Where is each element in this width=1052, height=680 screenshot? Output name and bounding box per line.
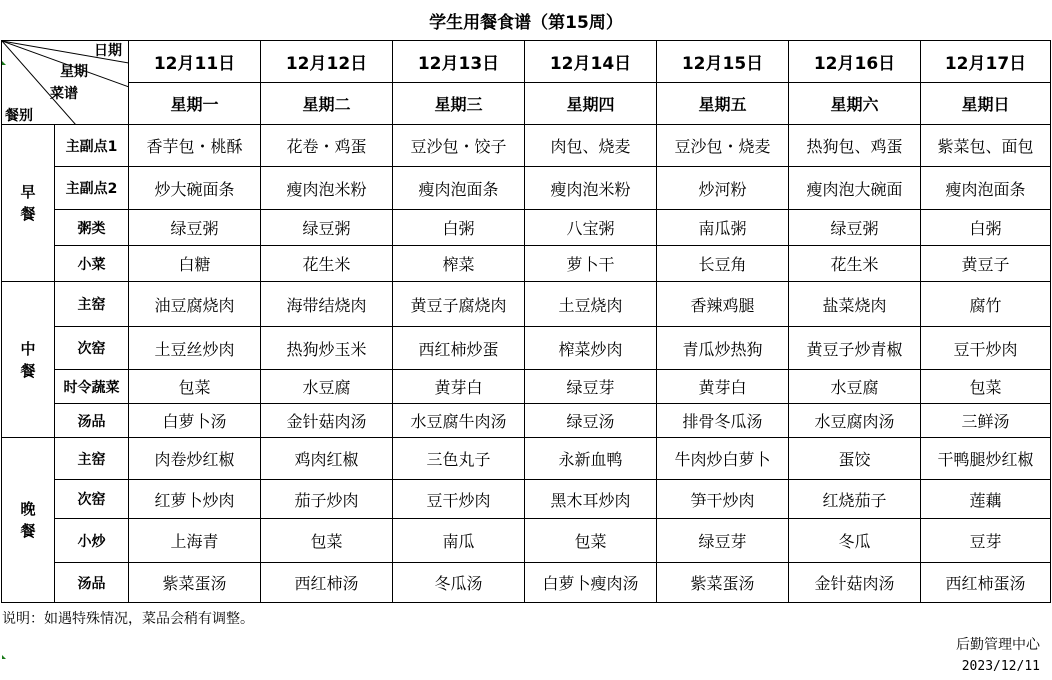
- table-row: [2, 327, 1051, 370]
- dish-cell: 香辣鸡腿: [657, 282, 789, 327]
- weekday-header-6: 星期六: [789, 83, 921, 125]
- dish-cell: 鸡肉红椒: [261, 438, 393, 480]
- dish-cell: 西红柿汤: [261, 563, 393, 603]
- table-row: [2, 563, 1051, 603]
- weekday-header-4: 星期四: [525, 83, 657, 125]
- weekday-header-3: 星期三: [393, 83, 525, 125]
- dish-category: 汤品: [55, 563, 129, 603]
- dish-cell: 白粥: [921, 210, 1051, 246]
- dish-category: 主窑: [55, 438, 129, 480]
- dish-cell: 绿豆粥: [129, 210, 261, 246]
- dish-category: 主副点2: [55, 167, 129, 210]
- dish-cell: 青瓜炒热狗: [657, 327, 789, 370]
- dish-cell: 肉卷炒红椒: [129, 438, 261, 480]
- dish-cell: 榨菜: [393, 246, 525, 282]
- weekday-header-1: 星期一: [129, 83, 261, 125]
- dish-cell: 黄芽白: [657, 370, 789, 404]
- dish-cell: 红烧茄子: [789, 480, 921, 519]
- page-title: 学生用餐食谱（第15周）: [429, 13, 623, 33]
- dish-cell: 豆干炒肉: [393, 480, 525, 519]
- footer-date: 2023/12/11: [961, 659, 1040, 674]
- dish-category: 主副点1: [55, 125, 129, 167]
- dish-cell: 水豆腐: [789, 370, 921, 404]
- dish-cell: 包菜: [129, 370, 261, 404]
- dish-cell: 瘦肉泡米粉: [525, 167, 657, 210]
- date-header-2: 12月12日: [261, 41, 393, 83]
- dish-category: 粥类: [55, 210, 129, 246]
- meal-label: 早 餐: [2, 125, 55, 282]
- dish-cell: 黑木耳炒肉: [525, 480, 657, 519]
- dish-cell: 南瓜: [393, 519, 525, 563]
- dish-cell: 三色丸子: [393, 438, 525, 480]
- dish-cell: 土豆丝炒肉: [129, 327, 261, 370]
- date-header-7: 12月17日: [921, 41, 1051, 83]
- weekday-header-2: 星期二: [261, 83, 393, 125]
- meal-label: 中 餐: [2, 282, 55, 438]
- dish-category: 主窑: [55, 282, 129, 327]
- dish-cell: 香芋包・桃酥: [129, 125, 261, 167]
- table-row: [2, 519, 1051, 563]
- table-row: [2, 438, 1051, 480]
- dish-cell: 包菜: [525, 519, 657, 563]
- footer-note: 说明：如遇特殊情况，菜品会稍有调整。: [2, 611, 254, 627]
- dish-cell: 绿豆汤: [525, 404, 657, 438]
- dish-cell: 豆干炒肉: [921, 327, 1051, 370]
- dish-category: 时令蔬菜: [55, 370, 129, 404]
- dish-cell: 热狗包、鸡蛋: [789, 125, 921, 167]
- dish-cell: 长豆角: [657, 246, 789, 282]
- dish-cell: 白萝卜汤: [129, 404, 261, 438]
- dish-cell: 八宝粥: [525, 210, 657, 246]
- dish-category: 小菜: [55, 246, 129, 282]
- dish-cell: 瘦肉泡面条: [393, 167, 525, 210]
- dish-cell: 绿豆芽: [525, 370, 657, 404]
- table-row: [2, 167, 1051, 210]
- table-row: [2, 404, 1051, 438]
- dish-cell: 黄豆子腐烧肉: [393, 282, 525, 327]
- dish-cell: 腐竹: [921, 282, 1051, 327]
- dish-cell: 白粥: [393, 210, 525, 246]
- dish-cell: 三鲜汤: [921, 404, 1051, 438]
- dish-cell: 豆沙包・烧麦: [657, 125, 789, 167]
- dish-cell: 盐菜烧肉: [789, 282, 921, 327]
- dish-cell: 炒河粉: [657, 167, 789, 210]
- table-row: [2, 480, 1051, 519]
- dish-cell: 肉包、烧麦: [525, 125, 657, 167]
- dish-category: 次窑: [55, 480, 129, 519]
- dish-cell: 包菜: [261, 519, 393, 563]
- table-row: [2, 210, 1051, 246]
- dish-cell: 豆沙包・饺子: [393, 125, 525, 167]
- table-row: [2, 370, 1051, 404]
- corner-label-menu: 菜谱: [50, 86, 78, 102]
- date-row: [2, 41, 1051, 83]
- dish-cell: 绿豆芽: [657, 519, 789, 563]
- dish-cell: 白萝卜瘦肉汤: [525, 563, 657, 603]
- weekday-row: [2, 83, 1051, 125]
- dish-cell: 黄豆子炒青椒: [789, 327, 921, 370]
- dish-cell: 榨菜炒肉: [525, 327, 657, 370]
- dish-cell: 金针菇肉汤: [789, 563, 921, 603]
- table-row: [2, 282, 1051, 327]
- dish-cell: 茄子炒肉: [261, 480, 393, 519]
- dish-category: 小炒: [55, 519, 129, 563]
- corner-label-date: 日期: [94, 43, 122, 59]
- dish-cell: 土豆烧肉: [525, 282, 657, 327]
- dish-cell: 花生米: [789, 246, 921, 282]
- dish-cell: 排骨冬瓜汤: [657, 404, 789, 438]
- dish-cell: 金针菇肉汤: [261, 404, 393, 438]
- dish-cell: 瘦肉泡大碗面: [789, 167, 921, 210]
- dish-cell: 冬瓜汤: [393, 563, 525, 603]
- dish-cell: 干鸭腿炒红椒: [921, 438, 1051, 480]
- dish-cell: 萝卜干: [525, 246, 657, 282]
- dish-cell: 包菜: [921, 370, 1051, 404]
- header-corner-cell: [2, 41, 129, 125]
- dish-cell: 海带结烧肉: [261, 282, 393, 327]
- dish-cell: 炒大碗面条: [129, 167, 261, 210]
- dish-cell: 瘦肉泡米粉: [261, 167, 393, 210]
- dish-cell: 莲藕: [921, 480, 1051, 519]
- dish-cell: 绿豆粥: [789, 210, 921, 246]
- dish-cell: 水豆腐肉汤: [789, 404, 921, 438]
- dish-cell: 水豆腐: [261, 370, 393, 404]
- dish-cell: 上海青: [129, 519, 261, 563]
- dish-cell: 紫菜蛋汤: [657, 563, 789, 603]
- dish-cell: 绿豆粥: [261, 210, 393, 246]
- dish-category: 汤品: [55, 404, 129, 438]
- dish-cell: 瘦肉泡面条: [921, 167, 1051, 210]
- dish-cell: 西红柿炒蛋: [393, 327, 525, 370]
- menu-table: [1, 40, 1051, 603]
- dish-cell: 豆芽: [921, 519, 1051, 563]
- dish-cell: 笋干炒肉: [657, 480, 789, 519]
- meal-label: 晚 餐: [2, 438, 55, 603]
- dish-cell: 紫菜包、面包: [921, 125, 1051, 167]
- dish-cell: 蛋饺: [789, 438, 921, 480]
- date-header-6: 12月16日: [789, 41, 921, 83]
- dish-cell: 水豆腐牛肉汤: [393, 404, 525, 438]
- dish-cell: 油豆腐烧肉: [129, 282, 261, 327]
- date-header-4: 12月14日: [525, 41, 657, 83]
- table-row: [2, 246, 1051, 282]
- date-header-1: 12月11日: [129, 41, 261, 83]
- dish-cell: 西红柿蛋汤: [921, 563, 1051, 603]
- dish-cell: 花卷・鸡蛋: [261, 125, 393, 167]
- dish-cell: 花生米: [261, 246, 393, 282]
- dish-cell: 热狗炒玉米: [261, 327, 393, 370]
- date-header-3: 12月13日: [393, 41, 525, 83]
- table-row: [2, 125, 1051, 167]
- corner-label-meal: 餐别: [5, 108, 33, 124]
- dish-cell: 黄豆子: [921, 246, 1051, 282]
- cell-comment-marker: [2, 61, 6, 65]
- dish-cell: 红萝卜炒肉: [129, 480, 261, 519]
- dish-cell: 紫菜蛋汤: [129, 563, 261, 603]
- dish-cell: 黄芽白: [393, 370, 525, 404]
- dish-category: 次窑: [55, 327, 129, 370]
- dish-cell: 白糖: [129, 246, 261, 282]
- dish-cell: 冬瓜: [789, 519, 921, 563]
- corner-label-weekday: 星期: [60, 64, 88, 80]
- dish-cell: 牛肉炒白萝卜: [657, 438, 789, 480]
- date-header-5: 12月15日: [657, 41, 789, 83]
- dish-cell: 南瓜粥: [657, 210, 789, 246]
- cell-comment-marker: [2, 655, 6, 659]
- weekday-header-5: 星期五: [657, 83, 789, 125]
- footer-department: 后勤管理中心: [956, 637, 1040, 653]
- weekday-header-7: 星期日: [921, 83, 1051, 125]
- dish-cell: 永新血鸭: [525, 438, 657, 480]
